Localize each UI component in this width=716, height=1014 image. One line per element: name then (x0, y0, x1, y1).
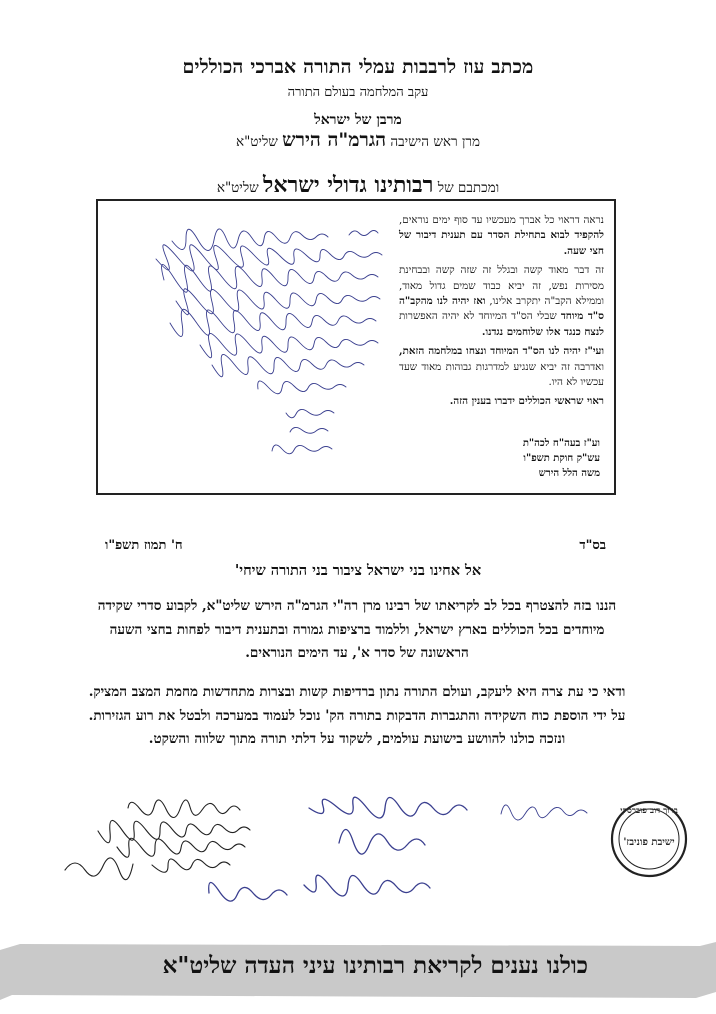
footer-text: כולנו נענים לקריאת רבותינו עיני העדה שליט"א (162, 952, 588, 979)
stamp-text-middle: ישיבת פוניבז' (623, 837, 675, 848)
box-text-span: שבלי הס"ד המיוחד לא יהיה האפשרות (399, 310, 557, 323)
page-subtitle: עקב המלחמה בעולם התורה (287, 85, 429, 100)
letter-box (96, 199, 616, 495)
line2-name: הגרמ"ה הירש (282, 129, 387, 151)
box-text-span: ואדרבה זה יביא שנגיע למדרגות גבוהות מאוד שעד עכשיו לא היו. (399, 360, 604, 389)
signature-1 (65, 800, 250, 880)
letter-heading: אל אחינו בני ישראל ציבור בני התורה שיחי' (234, 562, 482, 579)
signature-3 (501, 805, 587, 820)
line2-suffix: שליט"א (235, 134, 278, 150)
letter-paragraph-1: הננו בזה להצטרף בכל לב לקריאתו של רבינו מרן רה"י הגרמ"ה הירש שליט"א, לקבוע סדרי שקידה מיוחדים בכל הכוללים בארץ ישראל, וללמוד ברציפות גמורה ובתענית דיבור לפחות בחצי השעה הראשונה של סדר א', עד הימים הנוראים. (97, 598, 617, 661)
stamp-text-top: ברוך דוב פוברסקי (620, 806, 678, 816)
line3-name: רבותינו גדולי ישראל (263, 172, 434, 198)
letter-date: ח' תמוז תשפ"ו (105, 538, 183, 553)
box-paragraph (399, 263, 604, 340)
signature-2 (209, 797, 467, 901)
box-text-span: זה דבר מאוד קשה ובגלל זה שזה קשה ובבחינת מסירות נפש, זה יביא כבוד שמים גדול מאוד, וממילא הקב"ה יתקרב אלינו, (399, 264, 605, 308)
box-text-bold: לנצח כנגד אלו שלוחמים נגדנו. (481, 325, 604, 338)
box-typed-text (399, 213, 604, 414)
box-sign-line: עש"ק חוקת תשפ"ו (523, 453, 600, 464)
box-paragraph (399, 213, 604, 259)
line3-suffix: שליט"א (216, 180, 259, 196)
box-signature (400, 436, 600, 481)
header-line-1: מרבן של ישראל (314, 112, 402, 128)
box-text-bold: להקפיד לבוא בתחילת הסדר עם תענית דיבור של חצי שעה. (399, 229, 604, 257)
header-line-2 (0, 129, 716, 152)
page-title: מכתב עוז לרבבות עמלי התורה אברכי הכוללים (182, 56, 534, 78)
line2-prefix: מרן ראש הישיבה (390, 134, 481, 150)
handwritten-signatures (25, 775, 705, 925)
bsd-mark: בס"ד (579, 538, 606, 553)
box-text-bold: ועי"ז יהיה לנו הס"ד המיוחד ונצחו במלחמה הזאת, (399, 345, 604, 358)
line3-prefix: ומכתבם של (437, 180, 500, 196)
box-text-bold: ואז יהיה לנו מהקב"ה ס"ד מיוחד (399, 295, 604, 323)
letter-paragraph-2: ודאי כי עת צרה היא ליעקב, ועולם התורה נתון ברדיפות קשות ובצרות מתחדשות מחמת המצב המציק. על ידי הוספת כוח השקידה והתגברות הדבקות בתורה הק' נוכל לעמוד במערכה ולבטל את רוע הגזירות. ונזכה כולנו להוושע בישועת עולמים, לשקוד על דלתי תורה מתוך שלווה והשקט. (88, 684, 626, 747)
handwritten-letter-image (106, 213, 390, 483)
box-paragraph (399, 394, 604, 409)
box-sign-line: וע"ז בעה"ח לכה"ת (522, 438, 600, 449)
box-text-span: נראה דראוי כל אברך מעכשיו עד סוף ימים נוראים, (399, 214, 604, 226)
box-sign-line: משה הלל הירש (538, 468, 600, 479)
rabbinical-stamp (612, 802, 686, 876)
header-line-3 (0, 172, 716, 198)
box-text-bold: ראוי שראשי הכוללים ידברו בענין הזה. (449, 395, 604, 408)
box-paragraph (399, 344, 604, 390)
